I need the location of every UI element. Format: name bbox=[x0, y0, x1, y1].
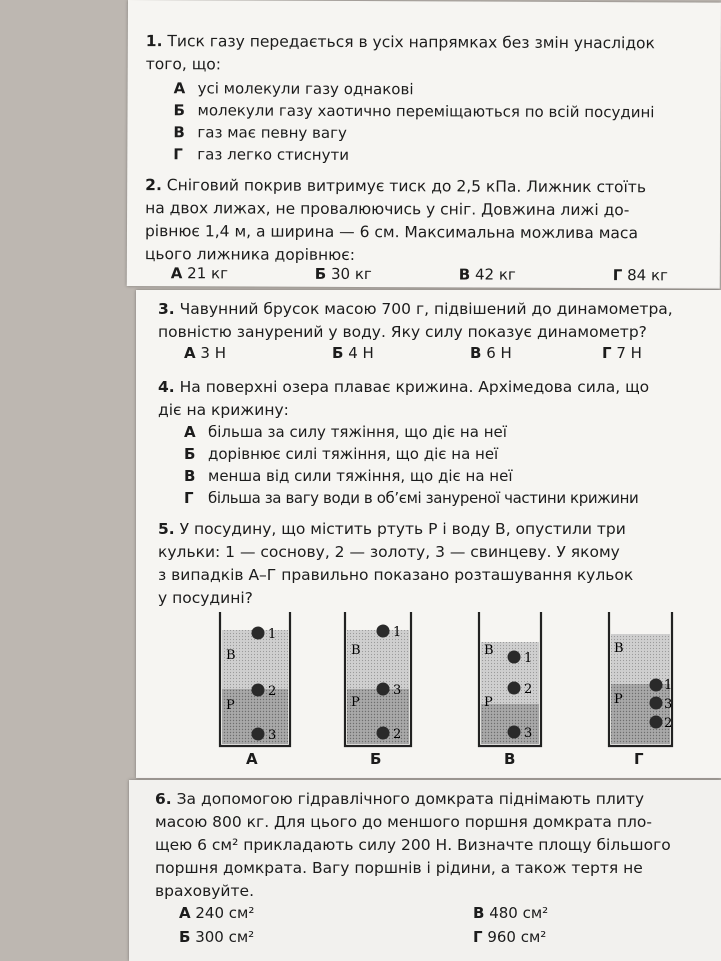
option-letter: Г bbox=[473, 928, 483, 946]
vessel-g[interactable] bbox=[609, 612, 672, 746]
ball-3 bbox=[650, 697, 663, 710]
option-text: 960 см² bbox=[487, 928, 547, 946]
water-label: В bbox=[484, 643, 494, 658]
q1-option-v[interactable] bbox=[173, 121, 347, 144]
option-text: усі молекули газу однакові bbox=[197, 79, 414, 99]
option-letter: В bbox=[184, 467, 196, 485]
q6-line-1 bbox=[155, 788, 644, 810]
ball-2 bbox=[508, 682, 521, 695]
option-text: 480 см² bbox=[489, 904, 549, 922]
vessel-b[interactable] bbox=[345, 612, 411, 746]
q6-text-1: За допомогою гідравлічного домкрата піднімають плиту bbox=[176, 790, 645, 808]
ball-label: 3 bbox=[664, 697, 673, 712]
ball-label: 1 bbox=[268, 627, 277, 642]
vessel-g-label[interactable]: Г bbox=[634, 750, 644, 768]
option-text: більша за вагу води в об’ємі зануреної частини крижини bbox=[208, 489, 639, 507]
mercury-label: Р bbox=[226, 698, 235, 713]
option-text: газ має певну вагу bbox=[197, 123, 347, 142]
option-letter: Б bbox=[184, 445, 196, 463]
q1-line-1 bbox=[146, 30, 655, 54]
option-letter: Г bbox=[612, 266, 623, 285]
question-strip-1 bbox=[127, 0, 721, 289]
option-text: 21 кг bbox=[187, 264, 229, 283]
q4-line-2: діє на крижину: bbox=[158, 401, 289, 419]
vessel-v-label[interactable]: В bbox=[504, 750, 516, 768]
q5-line-3: з випадків А–Г правильно показано розташування кульок bbox=[158, 566, 634, 584]
vessels-figure bbox=[136, 290, 721, 778]
question-strip-2 bbox=[136, 290, 721, 778]
option-text: 7 Н bbox=[616, 344, 642, 362]
q5-line-2: кульки: 1 — соснову, 2 — золоту, 3 — свинцеву. У якому bbox=[158, 543, 620, 561]
q1-option-a[interactable] bbox=[174, 77, 414, 100]
q2-text-1: Сніговий покрив витримує тиск до 2,5 кПа. Лижник стоїть bbox=[166, 176, 647, 197]
ball-label: 1 bbox=[664, 678, 673, 693]
q6-line-3: щею 6 см² прикладають силу 200 Н. Визначте площу більшого bbox=[155, 836, 671, 854]
q6-option-g[interactable] bbox=[473, 926, 546, 948]
q2-line-2: на двох лижах, не провалюючись у сніг. Довжина лижі до- bbox=[145, 199, 630, 220]
option-letter: Б bbox=[314, 264, 327, 283]
vessel-a-label[interactable]: А bbox=[246, 750, 258, 768]
water-label: В bbox=[226, 648, 236, 663]
q6-number: 6. bbox=[155, 790, 172, 808]
ball-label: 1 bbox=[524, 651, 533, 666]
option-letter: А bbox=[170, 264, 183, 283]
option-letter: А bbox=[184, 344, 196, 362]
ball-3 bbox=[508, 726, 521, 739]
q1-text-1: Тиск газу передається в усіх напрямках без змін унаслідок bbox=[167, 32, 655, 53]
q6-option-a[interactable] bbox=[179, 902, 254, 924]
q3-line-2: повністю занурений у воду. Яку силу показує динамометр? bbox=[158, 323, 647, 341]
ball-1 bbox=[508, 651, 521, 664]
option-letter: Б bbox=[332, 344, 344, 362]
option-letter: Б bbox=[173, 101, 185, 120]
option-text: 42 кг bbox=[474, 265, 516, 284]
q4-text-1: На поверхні озера плаває крижина. Архімедова сила, що bbox=[179, 378, 650, 396]
water-label: В bbox=[614, 641, 624, 656]
option-text: 30 кг bbox=[330, 264, 372, 284]
option-text: газ легко стиснути bbox=[197, 145, 350, 164]
mercury-label: Р bbox=[484, 695, 493, 710]
option-letter: А bbox=[179, 904, 191, 922]
ball-2 bbox=[252, 684, 265, 697]
q2-line-1 bbox=[145, 174, 646, 198]
q2-option-b[interactable] bbox=[315, 263, 372, 285]
q4-number: 4. bbox=[158, 378, 175, 396]
option-text: дорівнює силі тяжіння, що діє на неї bbox=[208, 445, 499, 463]
q6-option-v[interactable] bbox=[473, 902, 548, 924]
water-label: В bbox=[351, 643, 361, 658]
question-strip-3 bbox=[129, 780, 721, 961]
option-letter: А bbox=[184, 423, 196, 441]
q6-line-4: поршня домкрата. Вагу поршнів і рідини, а також тертя не bbox=[155, 859, 643, 877]
option-letter: В bbox=[173, 123, 185, 142]
option-letter: В bbox=[473, 904, 485, 922]
q3-text-1: Чавунний брусок масою 700 г, підвішений до динамометра, bbox=[179, 300, 673, 318]
q2-option-v[interactable] bbox=[459, 263, 516, 285]
option-text: 300 см² bbox=[195, 928, 255, 946]
q5-text-1: У посудину, що містить ртуть Р і воду В, опустили три bbox=[179, 520, 626, 538]
ball-label: 2 bbox=[393, 727, 402, 742]
option-text: більша за силу тяжіння, що діє на неї bbox=[208, 423, 507, 441]
vessel-a[interactable] bbox=[220, 612, 290, 746]
q2-line-4: цього лижника дорівнює: bbox=[144, 245, 355, 264]
ball-3 bbox=[252, 728, 265, 741]
vessel-v[interactable] bbox=[479, 612, 541, 746]
ball-1 bbox=[650, 679, 663, 692]
option-text: молекули газу хаотично переміщаються по всій посудині bbox=[197, 101, 655, 122]
ball-2 bbox=[377, 727, 390, 740]
option-letter: А bbox=[173, 79, 186, 98]
q1-option-b[interactable] bbox=[173, 99, 654, 123]
ball-label: 2 bbox=[664, 716, 673, 731]
option-text: 240 см² bbox=[195, 904, 255, 922]
option-letter: Г bbox=[602, 344, 612, 362]
q2-line-3: рівнює 1,4 м, а ширина — 6 см. Максимальна можлива маса bbox=[144, 222, 639, 243]
q5-number: 5. bbox=[158, 520, 175, 538]
ball-label: 3 bbox=[268, 728, 277, 743]
option-letter: Г bbox=[173, 145, 183, 164]
ball-3 bbox=[377, 683, 390, 696]
option-text: 6 Н bbox=[486, 344, 512, 362]
q6-option-b[interactable] bbox=[179, 926, 254, 948]
ball-label: 3 bbox=[393, 683, 402, 698]
ball-label: 3 bbox=[524, 726, 533, 741]
ball-2 bbox=[650, 716, 663, 729]
q3-number: 3. bbox=[158, 300, 175, 318]
ball-label: 2 bbox=[524, 682, 533, 697]
option-letter: В bbox=[470, 344, 482, 362]
q6-line-5: враховуйте. bbox=[155, 882, 255, 900]
mercury-label: Р bbox=[351, 695, 360, 710]
option-text: 3 Н bbox=[200, 344, 226, 362]
option-text: 4 Н bbox=[348, 344, 374, 362]
q6-line-2: масою 800 кг. Для цього до меншого поршня домкрата пло- bbox=[155, 813, 652, 831]
option-text: менша від сили тяжіння, що діє на неї bbox=[208, 467, 513, 485]
option-letter: Б bbox=[179, 928, 191, 946]
option-letter: В bbox=[458, 265, 471, 284]
q2-number: 2. bbox=[145, 176, 162, 195]
q1-number: 1. bbox=[145, 32, 163, 51]
mercury-label: Р bbox=[614, 692, 623, 707]
ball-label: 1 bbox=[393, 625, 402, 640]
q2-option-a[interactable] bbox=[171, 262, 228, 284]
ball-1 bbox=[377, 625, 390, 638]
vessel-b-label[interactable]: Б bbox=[370, 750, 382, 768]
q2-option-g[interactable] bbox=[613, 264, 668, 286]
ball-1 bbox=[252, 627, 265, 640]
ball-label: 2 bbox=[268, 684, 277, 699]
q1-option-g[interactable] bbox=[173, 143, 349, 166]
option-text: 84 кг bbox=[627, 266, 668, 285]
option-letter: Г bbox=[184, 489, 194, 507]
q1-line-2: того, що: bbox=[145, 55, 222, 74]
q5-line-4: у посудині? bbox=[158, 589, 253, 607]
